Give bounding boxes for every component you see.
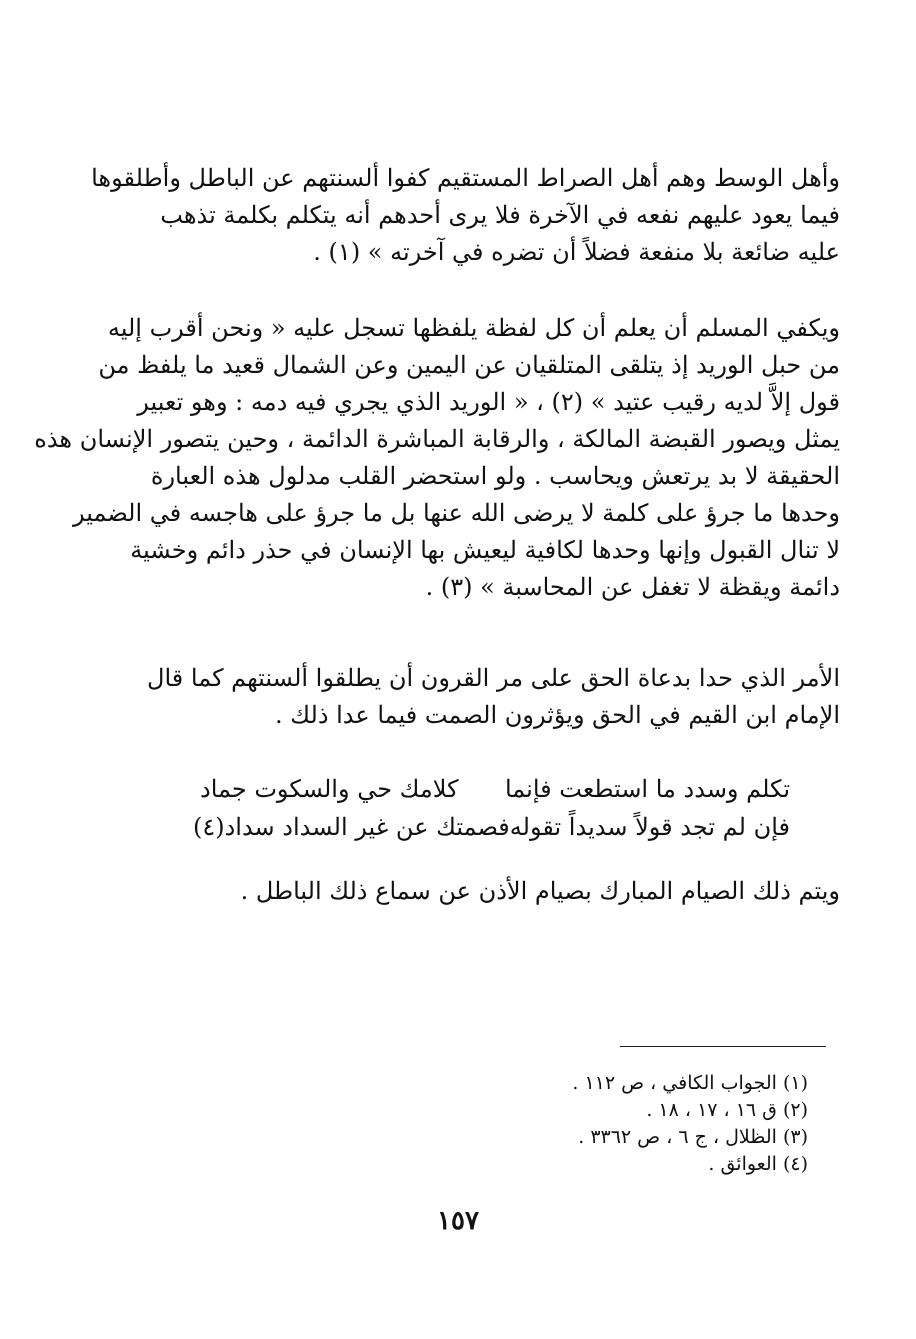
- paragraph-2: [34, 310, 840, 606]
- text-line: فيما يعود عليهم نفعه في الآخرة فلا يرى أحدهم أنه يتكلم بكلمة تذهب: [160, 201, 840, 229]
- footnote-3: (٣) الظلال ، ج ٦ ، ص ٣٣٦٢ .: [578, 1126, 808, 1148]
- paragraph-1: [91, 160, 840, 271]
- text-line: عليه ضائعة بلا منفعة فضلاً أن تضره في آخرته » (١) .: [313, 238, 840, 266]
- footnote-1: (١) الجواب الكافي ، ص ١١٢ .: [572, 1072, 808, 1094]
- poem: [192, 770, 790, 846]
- poem-hemistich-first: تكلم وسدد ما استطعت فإنما: [504, 775, 790, 803]
- text-line: يمثل ويصور القبضة المالكة ، والرقابة المباشرة الدائمة ، وحين يتصور الإنسان هذه: [34, 425, 840, 453]
- footnote-2: (٢) ق ١٦ ، ١٧ ، ١٨ .: [646, 1099, 808, 1121]
- text-line: وأهل الوسط وهم أهل الصراط المستقيم كفوا ألسنتهم عن الباطل وأطلقوها: [91, 164, 840, 192]
- poem-hemistich-second: كلامك حي والسكوت جماد: [200, 775, 459, 803]
- footnotes: [572, 1070, 808, 1178]
- text-line: دائمة ويقظة لا تغفل عن المحاسبة » (٣) .: [425, 573, 840, 601]
- poem-hemistich-second: فصمتك عن غير السداد سداد(٤): [192, 813, 510, 841]
- footnote-separator: [620, 1046, 826, 1047]
- text-line: ويتم ذلك الصيام المبارك بصيام الأذن عن سماع ذلك الباطل .: [240, 877, 840, 905]
- page-number: ١٥٧: [437, 1206, 479, 1236]
- paragraph-3: [147, 660, 840, 734]
- poem-hemistich-first: فإن لم تجد قولاً سديداً تقوله: [509, 813, 790, 841]
- text-line: ويكفي المسلم أن يعلم أن كل لفظة يلفظها تسجل عليه « ونحن أقرب إليه: [107, 314, 840, 342]
- footnote-4: (٤) العوائق .: [708, 1153, 808, 1175]
- paragraph-4: [150, 873, 840, 910]
- text-line: الحقيقة لا بد يرتعش ويحاسب . ولو استحضر القلب مدلول هذه العبارة: [150, 462, 840, 490]
- poem-verse: [192, 808, 790, 846]
- text-line: الإمام ابن القيم في الحق ويؤثرون الصمت فيما عدا ذلك .: [275, 701, 840, 729]
- poem-verse: [200, 770, 790, 808]
- text-line: قول إلاَّ لديه رقيب عتيد » (٢) ، « الوريد الذي يجري فيه دمه : وهو تعبير: [137, 388, 840, 416]
- text-line: من حبل الوريد إذ يتلقى المتلقيان عن اليمين وعن الشمال قعيد ما يلفظ من: [98, 351, 840, 379]
- text-line: وحدها ما جرؤ على كلمة لا يرضى الله عنها بل ما جرؤ على هاجسه في الضمير: [72, 499, 840, 527]
- text-line: لا تنال القبول وإنها وحدها لكافية ليعيش بها الإنسان في حذر دائم وخشية: [130, 536, 840, 564]
- text-line: الأمر الذي حدا بدعاة الحق على مر القرون أن يطلقوا ألسنتهم كما قال: [147, 664, 840, 692]
